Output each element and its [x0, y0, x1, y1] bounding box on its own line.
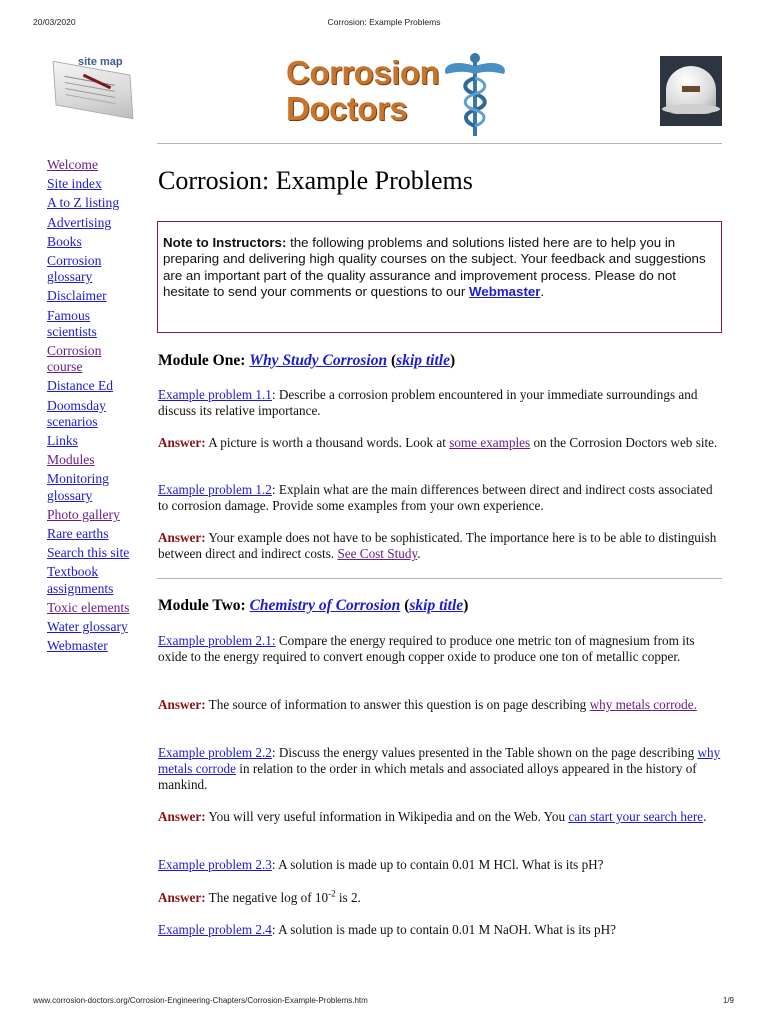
sidebar-nav — [47, 157, 135, 657]
exponent: -2 — [328, 888, 336, 899]
answer-2-3 — [158, 890, 724, 906]
example-problem-2-4 — [158, 922, 724, 938]
problem-text: : A solution is made up to contain 0.01 M HCl. What is its pH? — [271, 857, 604, 872]
answer-label: Answer: — [158, 890, 206, 905]
problem-text: : Discuss the energy values presented in the Table shown on the page describing — [271, 745, 698, 760]
webmaster-link[interactable]: Webmaster — [469, 284, 541, 300]
example-problem-2-3-link[interactable]: Example problem 2.3 — [158, 857, 272, 872]
module-one-prefix: Module One: — [158, 352, 250, 369]
some-examples-link[interactable]: some examples — [449, 435, 531, 450]
print-page-count: 1/9 — [722, 996, 734, 1005]
sidebar-item-site-index[interactable]: Site index — [47, 176, 102, 192]
answer-text: A picture is worth a thousand words. Look at — [205, 435, 450, 450]
logo-word-doctors: Doctors — [286, 90, 408, 127]
example-problem-2-4-link[interactable]: Example problem 2.4 — [158, 922, 272, 937]
sidebar-item-disclaimer[interactable]: Disclaimer — [47, 288, 107, 304]
caduceus-icon — [440, 52, 510, 138]
see-cost-study-link[interactable]: See Cost Study — [337, 546, 418, 562]
note-text: the following problems and solutions listed here are to help you in preparing and delivering high quality courses on the subject. Your feedback and suggestions are an important part of the quality assurance and improvement process. Please do not hesitate to send your comments or questions to our — [163, 235, 706, 300]
answer-1-2 — [158, 530, 724, 562]
helmet-photo — [660, 56, 722, 126]
sidebar-item-welcome[interactable]: Welcome — [47, 157, 98, 172]
paren-open: ( — [387, 352, 397, 369]
print-title: Corrosion: Example Problems — [327, 17, 441, 27]
header-divider — [157, 143, 722, 144]
paren-open: ( — [400, 597, 410, 614]
answer-2-2 — [158, 809, 724, 825]
answer-text-end: on the Corrosion Doctors web site. — [530, 435, 718, 450]
why-study-corrosion-link[interactable]: Why Study Corrosion — [249, 352, 388, 369]
example-problem-2-3 — [158, 857, 724, 873]
site-map-paper-graphic — [53, 61, 134, 120]
sidebar-item-a-to-z-listing[interactable]: A to Z listing — [47, 195, 120, 211]
why-metals-corrode-link-2[interactable]: why metals corrode — [158, 745, 721, 777]
sidebar-item-books[interactable]: Books — [47, 233, 82, 249]
answer-text: The source of information to answer this question is on page describing — [205, 697, 590, 712]
sidebar-item-advertising[interactable]: Advertising — [47, 214, 112, 230]
problem-text-end: in relation to the order in which metals and associated alloys appeared in the history of mankind. — [158, 761, 697, 793]
module-two-prefix: Module Two: — [158, 597, 250, 614]
example-problem-1-1-link[interactable]: Example problem 1.1 — [158, 387, 272, 402]
sidebar-item-toxic-elements[interactable]: Toxic elements — [47, 599, 130, 615]
note-end: . — [540, 284, 545, 300]
example-problem-1-2-link[interactable]: Example problem 1.2 — [158, 482, 272, 497]
answer-text-end: . — [417, 546, 421, 562]
answer-1-1 — [158, 435, 724, 451]
skip-title-link-2[interactable]: skip title — [409, 597, 464, 614]
example-problem-2-2 — [158, 745, 724, 794]
problem-text: : A solution is made up to contain 0.01 M NaOH. What is its pH? — [271, 922, 616, 937]
sidebar-item-webmaster[interactable]: Webmaster — [47, 638, 108, 654]
problem-text: : Explain what are the main differences between direct and indirect costs associated to corrosion damage. Provide some examples from your own experience. — [158, 482, 713, 514]
site-map-image-link[interactable] — [50, 50, 138, 124]
answer-text-end: is 2. — [335, 890, 361, 905]
sidebar-item-links[interactable]: Links — [47, 433, 78, 449]
module-one-heading — [158, 352, 455, 370]
search-here-link[interactable]: can start your search here — [568, 809, 704, 824]
helmet-brim-graphic — [662, 104, 720, 114]
sidebar-item-search-this-site[interactable]: Search this site — [47, 545, 130, 561]
answer-2-1 — [158, 697, 724, 713]
example-problem-2-2-link[interactable]: Example problem 2.2 — [158, 745, 272, 760]
example-problem-2-1 — [158, 633, 724, 665]
answer-label: Answer: — [158, 435, 206, 450]
example-problem-1-2 — [158, 482, 724, 514]
chemistry-of-corrosion-link[interactable]: Chemistry of Corrosion — [249, 597, 401, 614]
problem-text: : Describe a corrosion problem encountered in your immediate surroundings and discuss its relative importance. — [158, 387, 698, 419]
answer-text: Your example does not have to be sophisticated. The importance here is to be able to distinguish between direct and indirect costs. — [158, 530, 717, 562]
print-footer — [0, 996, 768, 1010]
answer-label: Answer: — [158, 530, 206, 545]
module-two-heading — [158, 597, 468, 615]
paren-close: ) — [449, 352, 456, 369]
sidebar-item-doomsday-scenarios[interactable]: Doomsday scenarios — [47, 397, 106, 429]
sidebar-item-corrosion-glossary[interactable]: Corrosion glossary — [47, 253, 102, 285]
print-date: 20/03/2020 — [33, 17, 76, 27]
module-divider — [157, 578, 722, 579]
site-map-label: site map — [78, 56, 123, 68]
answer-text: You will very useful information in Wikipedia and on the Web. You — [205, 809, 569, 824]
example-problem-1-1 — [158, 387, 724, 419]
note-label: Note to Instructors: — [163, 235, 287, 250]
example-problem-2-1-link[interactable]: Example problem 2.1: — [158, 633, 276, 648]
print-header — [0, 17, 768, 31]
corrosion-doctors-logo[interactable] — [282, 52, 522, 138]
sidebar-item-corrosion-course[interactable]: Corrosion course — [47, 343, 102, 375]
sidebar-item-monitoring-glossary[interactable]: Monitoring glossary — [47, 471, 109, 503]
sidebar-item-textbook-assignments[interactable]: Textbook assignments — [47, 564, 114, 596]
answer-text: The negative log of 10 — [205, 890, 329, 905]
sidebar-item-photo-gallery[interactable]: Photo gallery — [47, 506, 120, 522]
helmet-badge-graphic — [682, 86, 700, 92]
sidebar-item-rare-earths[interactable]: Rare earths — [47, 526, 109, 542]
paren-close: ) — [463, 597, 469, 614]
sidebar-item-water-glossary[interactable]: Water glossary — [47, 619, 128, 635]
page-title: Corrosion: Example Problems — [158, 166, 473, 195]
note-to-instructors-box — [157, 221, 722, 333]
skip-title-link-1[interactable]: skip title — [396, 352, 450, 369]
logo-word-corrosion: Corrosion — [286, 54, 440, 91]
print-url: www.corrosion-doctors.org/Corrosion-Engineering-Chapters/Corrosion-Example-Problems.htm — [33, 996, 368, 1005]
problem-text: Compare the energy required to produce one metric ton of magnesium from its oxide to the energy required to convert enough copper oxide to produce one ton of metallic copper. — [158, 633, 695, 665]
answer-label: Answer: — [158, 809, 206, 824]
answer-label: Answer: — [158, 697, 206, 712]
why-metals-corrode-link[interactable]: why metals corrode. — [589, 697, 697, 712]
sidebar-item-famous-scientists[interactable]: Famous scientists — [47, 307, 97, 339]
sidebar-item-distance-ed[interactable]: Distance Ed — [47, 378, 114, 394]
sidebar-item-modules[interactable]: Modules — [47, 452, 95, 468]
answer-text-end: . — [703, 809, 707, 824]
